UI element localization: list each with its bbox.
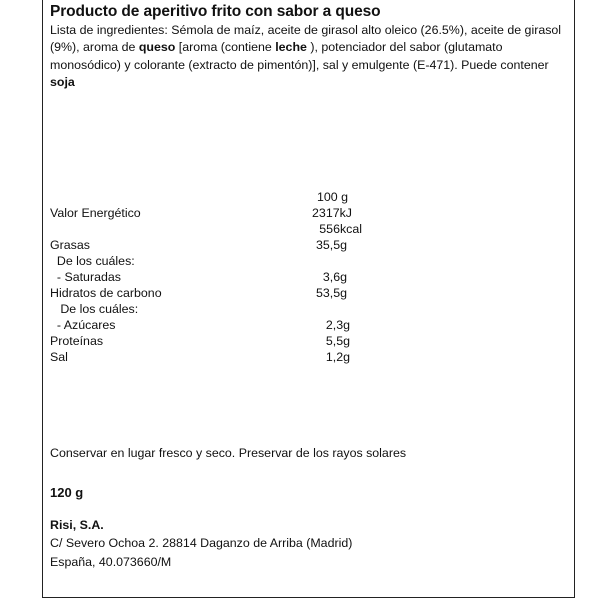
- storage-instructions: Conservar en lugar fresco y seco. Preservar de los rayos solares: [50, 446, 407, 460]
- nutrient-value: 5,5g: [325, 334, 350, 348]
- nutrient-name: Hidratos de carbono: [50, 286, 162, 300]
- allergen-highlight: soja: [50, 75, 75, 90]
- nutrient-name: Sal: [50, 350, 68, 364]
- company-country-registry: España, 40.073660/M: [50, 555, 172, 569]
- nutrient-name: - Azúcares: [50, 318, 116, 332]
- ingredients-list: [50, 22, 572, 92]
- ingredients-text: ), potenciador del sabor (glutamato monosódico) y colorante (extracto de pimentón)], sal y emulgente (E-471). Puede contener: [50, 40, 549, 72]
- nutrient-name: De los cuáles:: [50, 254, 135, 268]
- product-title: Producto de aperitivo frito con sabor a queso: [50, 3, 381, 20]
- ingredients-text: [aroma (contiene: [175, 40, 276, 55]
- company-name: Risi, S.A.: [50, 518, 104, 532]
- nutrient-name: Grasas: [50, 238, 90, 252]
- nutrient-value: 35,5g: [315, 238, 347, 252]
- nutrient-value: 3,6g: [322, 270, 347, 284]
- nutrition-column-header: 100 g: [316, 190, 348, 204]
- nutrient-value: 53,5g: [315, 286, 347, 300]
- net-weight: 120 g: [50, 485, 84, 500]
- allergen-highlight: leche: [275, 40, 307, 55]
- ingredients-text: Lista de ingredientes: Sémola de maíz, aceite de girasol alto oleico (26.5%), aceite de girasol (9%), aroma de: [50, 23, 562, 55]
- nutrient-name: Proteínas: [50, 334, 104, 348]
- allergen-highlight: queso: [138, 40, 176, 55]
- nutrient-name: De los cuáles:: [50, 302, 139, 316]
- nutrient-name: - Saturadas: [50, 270, 121, 284]
- nutrient-value: 2,3g: [325, 318, 350, 332]
- company-address: C/ Severo Ochoa 2. 28814 Daganzo de Arriba (Madrid): [50, 536, 353, 550]
- nutrient-value: 1,2g: [325, 350, 350, 364]
- energy-kcal: 556kcal: [319, 222, 362, 236]
- energy-kj: 2317kJ: [312, 206, 352, 220]
- energy-label: Valor Energético: [50, 206, 141, 220]
